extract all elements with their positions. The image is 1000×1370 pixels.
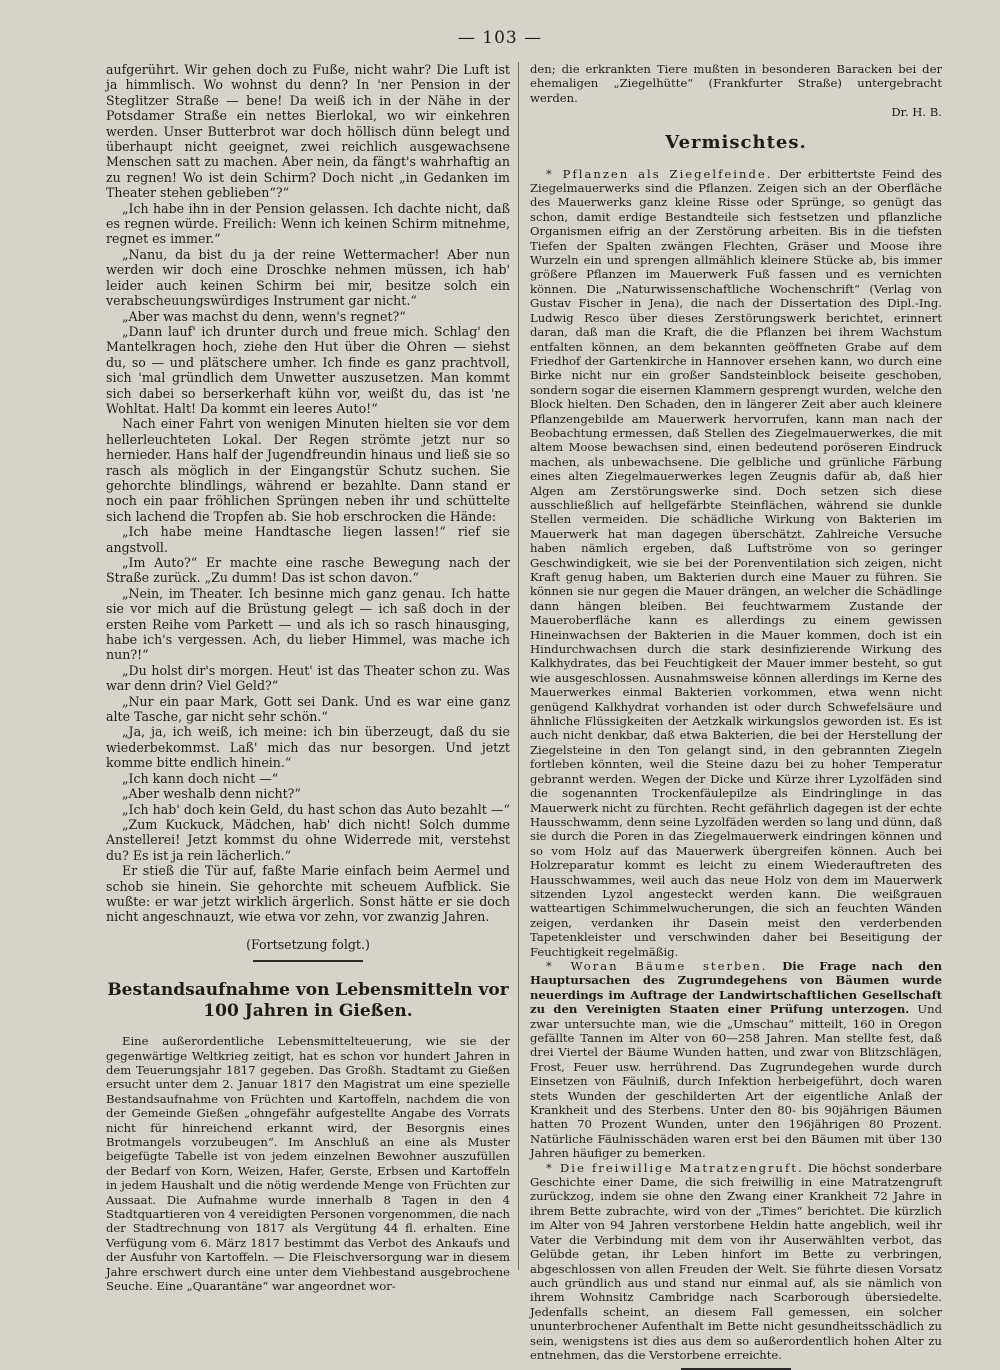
misc-item-title: * Pflanzen als Ziegelfeinde.	[546, 166, 773, 181]
misc-item	[530, 959, 942, 1161]
story-paragraph: „Ich hab' doch kein Geld, du hast schon das Auto bezahlt —“	[122, 801, 510, 817]
story-paragraph: „Nanu, da bist du ja der reine Wettermacher! Aber nun werden wir doch eine Droschke nehmen müssen, ich hab' leider auch keinen Schirm bei mir, besitze solch ein verabscheuungswürdiges Instrument gar nicht.“	[106, 246, 510, 309]
section-heading: Vermischtes.	[665, 131, 807, 153]
misc-item-body: Und zwar untersuchte man, wie die „Umschau“ mitteilt, 160 in Oregon gefällte Tannen im Alter von 60—258 Jahren. Man stellte fest, daß drei Viertel der Bäume Wunden hatten, und zwar von Blitzschlägen, Frost, Feuer usw. herrührend. Das Zugrundegehen wurde durch Einsetzen von Fäulniß, durch Infektion herbeigeführt, doch waren stets Wunden der geschilderten Art der eigentliche Anlaß der Krankheit und des Sterbens. Unter den 80- bis 90jährigen Bäumen hatten 70 Prozent Wunden, unter den 196jährigen 80 Prozent. Natürliche Fäulnisschäden waren erst bei den Bäumen mit über 130 Jahren häufiger zu bemerken.	[530, 1002, 943, 1161]
story-paragraph: aufgerührt. Wir gehen doch zu Fuße, nicht wahr? Die Luft ist ja himmlisch. Wo wohnst du denn? In 'ner Pension in der Steglitzer Straße — bene! Da weiß ich in der Nähe in der Potsdamer Straße ein nettes Bierlokal, wo wir einkehren werden. Unser Butterbrot war doch höllisch dünn belegt und überhaupt nicht geeignet, zwei reichlich ausgewachsene Menschen satt zu machen. Aber nein, da fängt's wahrhaftig an zu regnen! Wo ist dein Schirm? Doch nicht „in Gedanken im Theater stehen geblieben“?“	[106, 62, 510, 201]
story-paragraph: „Im Auto?“ Er machte eine rasche Bewegung nach der Straße zurück. „Zu dumm! Das ist schon davon.“	[106, 555, 510, 586]
story-paragraph: „Du holst dir's morgen. Heut' ist das Theater schon zu. Was war denn drin? Viel Geld?“	[106, 662, 510, 694]
misc-item-intro: Die Frage nach den Hauptursachen des Zugrundegehens von Bäumen wurde neuerdings im Auftrage der Landwirtschaftlichen Gesellschaft zu den Vereinigten Staaten einer Prüfung unterzogen.	[530, 958, 943, 1017]
story-paragraph: „Ich habe ihn in der Pension gelassen. Ich dachte nicht, daß es regnen würde. Freilich: Wenn ich keinen Schirm mitnehme, regnet es immer.“	[106, 200, 510, 247]
story-paragraph: „Nur ein paar Mark, Gott sei Dank. Und es war eine ganz alte Tasche, gar nicht sehr schön.“	[106, 693, 510, 725]
story-paragraph: „Nein, im Theater. Ich besinne mich ganz genau. Ich hatte sie vor mich auf die Brüstung gelegt — ich saß doch in der ersten Reihe vom Parkett — und als ich so rasch hinausging, habe ich's vergessen. Ach, du lieber Himmel, was mache ich nun?!“	[106, 585, 510, 663]
story-text	[106, 62, 510, 925]
carryover-author: Dr. H. B.	[891, 105, 942, 120]
misc-item-title: * Woran Bäume sterben.	[546, 958, 768, 973]
article-text	[106, 1034, 510, 1293]
article-paragraph: Eine außerordentliche Lebensmittelteuerung, wie sie der gegenwärtige Weltkrieg zeitigt, hat es schon vor hundert Jahren in dem Teuerungsjahr 1817 gegeben. Das Großh. Stadtamt zu Gießen ersucht unter dem 2. Januar 1817 den Magistrat um eine spezielle Bestandsaufnahme von Früchten und Kartoffeln, nachdem die von der Gemeinde Gießen „ohngefähr aufgestellte Angabe des Vorrats nicht für hinreichend erkannt wird, der Besorgnis eines Brotmangels vorzubeugen“. Im Anschluß an eine als Muster beigefügte Tabelle ist von jedem einzelnen Bewohner auszufüllen der Bedarf von Korn, Weizen, Hafer, Gerste, Erbsen und Kartoffeln in jedem Haushalt und die nötig werdende Menge von Früchten zur Aussaat. Die Aufnahme wurde innerhalb 8 Tagen in den 4 Stadtquartieren von 4 vereidigten Personen vorgenommen, die nach der Stadtrechnung von 1817 als Vergütung 44 fl. erhalten. Eine Verfügung vom 6. März 1817 bestimmt das Verbot des Ankaufs und der Ausfuhr von Kartoffeln. — Die Fleischversorgung war in diesem Jahre erschwert durch eine unter dem Viehbestand ausgebrochene Seuche. Eine „Quarantäne“ war angeordnet wor-	[106, 1034, 510, 1294]
misc-item	[530, 1161, 942, 1363]
story-paragraph: „Ich kann doch nicht —“	[122, 770, 279, 786]
story-paragraph: „Zum Kuckuck, Mädchen, hab' dich nicht! Solch dumme Anstellerei! Jetzt kommst du ohne Widerrede mit, verstehst du? Es ist ja rein lächerlich.“	[106, 816, 510, 863]
story-paragraph: „Aber was machst du denn, wenn's regnet?“	[122, 308, 406, 324]
story-paragraph: „Aber weshalb denn nicht?“	[122, 786, 301, 802]
story-paragraph: „Dann lauf' ich drunter durch und freue mich. Schlag' den Mantelkragen hoch, ziehe den Hut über die Ohren — siehst du, so — und plätschere umher. Ich finde es ganz prachtvoll, sich 'mal gründlich dem Unwetter auszusetzen. Man kommt sich dabei so berserkerhaft kühn vor, weißt du, das ist 'ne Wohltat. Halt! Da kommt ein leeres Auto!“	[106, 323, 510, 416]
article-heading: Bestandsaufnahme von Lebensmitteln vor 100 Jahren in Gießen.	[107, 980, 509, 1022]
continued-note: (Fortsetzung folgt.)	[246, 936, 370, 952]
misc-item-body: Die höchst sonderbare Geschichte einer Dame, die sich freiwillig in eine Matratzengruft zurückzog, indem sie ohne den Zwang einer Krankheit 72 Jahre in ihrem Bette zubrachte, wird von der „Times“ berichtet. Die kürzlich im Alter von 94 Jahren verstorbene Heldin hatte angeblich, weil ihr Vater die Verbindung mit dem von ihr Auserwählten verbot, das Gelübde getan, ihr Leben hinfort im Bette zu verbringen, abgeschlossen von allen Freuden der Welt. Sie führte diesen Vorsatz auch gründlich aus und stand nur einmal auf, als sie nämlich von ihrem Wohnsitz Cambridge nach Scarborough übersiedelte. Jedenfalls scheint, an diesem Fall gemessen, ein solcher ununterbrochener Aufenthalt im Bette nicht gesundheitsschädlich zu sein, wenigstens ist dies aus dem so außerordentlich hohen Alter zu entnehmen, das die Verstorbene erreichte.	[530, 1160, 942, 1362]
column-rule	[518, 62, 519, 1270]
story-paragraph: Nach einer Fahrt von wenigen Minuten hielten sie vor dem hellerleuchteten Lokal. Der Regen strömte jetzt nur so hernieder. Hans half der Jugendfreundin hinaus und ließ sie so rasch als möglich in der Eingangstür Schutz suchen. Sie gehorchte blindlings, während er bezahlte. Dann stand er noch ein paar fröhlichen Sprüngen neben ihr und schüttelte sich lachend die Tropfen ab. Sie hob erschrocken die Hände:	[106, 416, 510, 524]
misc-item-body: Der erbittertste Feind des Ziegelmauerwerks sind die Pflanzen. Zeigen sich an der Oberfläche des Mauerwerks ganz kleine Risse oder Sprünge, so genügt das schon, damit erdige Bestandteile sich festsetzen und pflanzliche Organismen eifrig an der Zerstörung arbeiten. Bis in die tiefsten Tiefen der Spalten zwängen Flechten, Gräser und Moose ihre Wurzeln ein und sprengen allmählich kleinere Stücke ab, bis immer größere Pflanzen im Mauerwerk Fuß fassen und es vernichten können. Die „Naturwissenschaftliche Wochenschrift“ (Verlag von Gustav Fischer in Jena), die nach der Dissertation des Dipl.-Ing. Ludwig Resco über dieses Zerstörungswerk berichtet, erinnert daran, daß man die Kraft, die die Pflanzen bei ihrem Wachstum entfalten können, an dem bekannten geöffneten Grabe auf dem Friedhof der Gartenkirche in Hannover ersehen kann, wo durch eine Birke nicht nur ein großer Sandsteinblock beiseite geschoben, sondern sogar die eisernen Klammern gesprengt wurden, welche den Block hielten. Den Schaden, den in längerer Zeit aber auch kleinere Pflanzengebilde am Mauerwerk hervorrufen, kann man nach der Beobachtung ermessen, daß Stellen des Ziegelmauerwerkes, die mit altem Moose bewachsen sind, einen bedeutend poröseren Eindruck machen, als unbewachsene. Die gelbliche und grünliche Färbung eines alten Ziegelmauerwerkes legen Zeugnis dafür ab, daß hier Algen am Zerstörungswerke sind. Doch setzen sich diese ausschließlich auf hellgefärbte Steinflächen, während sie dunkle Stellen vermeiden. Die schädliche Wirkung von Bakterien im Mauerwerk hat man dagegen überschätzt. Zahlreiche Versuche haben nämlich ergeben, daß Luftströme von so geringer Geschwindigkeit, wie sie bei der Porenventilation sich zeigen, nicht Kraft genug haben, um Bakterien durch eine Mauer zu führen. Sie können sie nur gegen die Mauer drängen, an welcher die Schädlinge dann hängen bleiben. Bei feuchtwarmem Zustande der Maueroberfläche kann es allerdings zu einem gewissen Hineinwachsen der Bakterien in die Mauer kommen, doch ist ein Hindurchwachsen durch die stark desinfizierende Wirkung des Kalkhydrates, das bei Feuchtigkeit der Mauer immer besteht, so gut wie ausgeschlossen. Ausnahmsweise können allerdings im Kerne des Mauerwerkes einmal Bakterien vorkommen, etwa wenn nicht genügend Kalkhydrat vorhanden ist oder durch Schwefelsäure und ähnliche Flüssigkeiten der Aetzkalk wirkungslos geworden ist. Es ist auch nicht denkbar, daß etwa Bakterien, die bei der Herstellung der Ziegelsteine in den Ton gelangt sind, in den gebrannten Ziegeln fortleben könnten, weil die Steine dazu bei zu hoher Temperatur gebrannt werden. Wegen der Dicke und Kürze ihrer Lyzolfäden sind die sogenannten Trockenfäulepilze als Eindringlinge in das Mauerwerk nicht zu fürchten. Recht gefährlich dagegen ist der echte Hausschwamm, denn seine Lyzolfäden werden so lang und dünn, daß sie durch die Poren in das Ziegelmauerwerk eindringen können und so vom Holz auf das Mauerwerk übergreifen können. Auch bei Holzreparatur kommt es leicht zu einem Wiederauftreten des Hausschwammes, weil auch das neue Holz von dem im Mauerwerk sitzenden Lyzol angesteckt werden kann. Die weißgrauen watteartigen Schimmelwucherungen, die sich an feuchten Wänden zeigen, verdanken ihr Dasein meist den verderbenden Tapetenkleister und verschwinden daher bei Beseitigung der Feuchtigkeit regelmäßig.	[530, 166, 943, 959]
page-number: — 103 —	[457, 28, 543, 48]
left-column	[106, 62, 510, 1294]
story-paragraph: „Ich habe meine Handtasche liegen lassen!“ rief sie angstvoll.	[106, 524, 510, 555]
story-paragraph: „Ja, ja, ich weiß, ich meine: ich bin überzeugt, daß du sie wiederbekommst. Laß' mich das nur besorgen. Und jetzt komme bitte endlich hinein.“	[106, 724, 510, 771]
misc-item	[530, 167, 942, 959]
misc-item-title: * Die freiwillige Matratzengruft.	[546, 1160, 804, 1175]
section-divider	[253, 960, 363, 962]
carryover-text: den; die erkrankten Tiere mußten in besonderen Baracken bei der ehemaligen „Ziegelhütte“ (Frankfurter Straße) untergebracht werden.	[530, 62, 942, 105]
story-paragraph: Er stieß die Tür auf, faßte Marie einfach beim Aermel und schob sie hinein. Sie gehorchte mit scheuem Aufblick. Sie wußte: er war jetzt wirklich ärgerlich. Sonst hätte er sie doch nicht angeschnauzt, wie etwa vor zehn, vor zwanzig Jahren.	[106, 863, 510, 925]
right-column	[530, 62, 943, 1362]
